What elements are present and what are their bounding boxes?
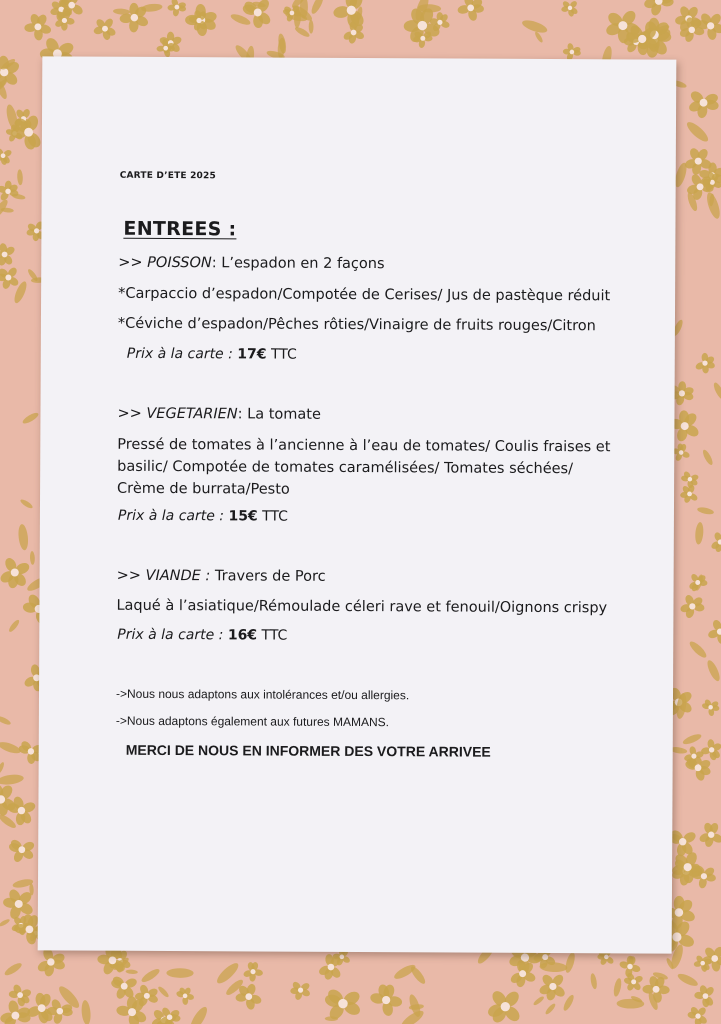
- leaf-ornament: [0, 715, 12, 727]
- dish-item: *Carpaccio d’espadon/Compotée de Cerises/ Jus de pastèque réduit: [118, 285, 611, 305]
- dish-category-viande: VIANDE :: [145, 567, 211, 585]
- leaf-ornament: [682, 732, 703, 746]
- leaf-ornament: [684, 119, 710, 144]
- leaf-ornament: [544, 1002, 557, 1015]
- flower-ornament: [243, 961, 264, 982]
- dish-item: *Céviche d’espadon/Pêches rôties/Vinaigre de fruits rouges/Citron: [117, 315, 596, 335]
- dish-heading-poisson: [118, 255, 384, 272]
- menu-header: CARTE D’ETE 2025: [119, 170, 216, 182]
- price-value: 15€: [228, 508, 258, 525]
- flower-ornament: [8, 838, 36, 864]
- dish-theme-poisson: L’espadon en 2 façons: [221, 255, 385, 273]
- leaf-ornament: [694, 522, 704, 545]
- leaf-ornament: [157, 985, 170, 998]
- flower-ornament: [290, 980, 311, 1000]
- flower-ornament: [710, 531, 721, 553]
- leaf-ornament: [30, 551, 35, 565]
- price-tax: TTC: [270, 346, 297, 363]
- flower-ornament: [680, 594, 706, 620]
- flower-ornament: [93, 17, 117, 41]
- arrow-prefix: >>: [116, 567, 141, 584]
- leaf-ornament: [409, 965, 428, 986]
- flower-ornament: [698, 822, 721, 848]
- price-label: Prix à la carte :: [117, 507, 225, 525]
- leaf-ornament: [0, 740, 22, 756]
- leaf-ornament: [612, 978, 622, 998]
- leaf-ornament: [590, 973, 598, 990]
- price-label: Prix à la carte :: [126, 345, 233, 363]
- flower-ornament: [707, 619, 721, 645]
- dish-category-poisson: POISSON: [147, 254, 212, 272]
- dish-theme-viande: Travers de Porc: [214, 568, 326, 585]
- price-vegetarien: [118, 508, 288, 525]
- flower-ornament: [0, 556, 31, 589]
- note-allergies: ->Nous nous adaptons aux intolérances et/ou allergies.: [115, 686, 410, 703]
- note-mamans: ->Nous adaptons également aux futures MAMANS.: [115, 713, 390, 730]
- flower-ornament: [24, 13, 52, 41]
- price-label: Prix à la carte :: [117, 626, 224, 644]
- leaf-ornament: [125, 969, 138, 974]
- dish-category-vegetarien: VEGETARIEN: [146, 405, 238, 423]
- price-viande: [117, 627, 287, 644]
- dish-theme-vegetarien: La tomate: [247, 406, 321, 423]
- leaf-ornament: [534, 31, 544, 44]
- arrow-prefix: >>: [117, 405, 142, 422]
- separator: :: [237, 406, 248, 423]
- flower-ornament: [167, 0, 186, 17]
- leaf-ornament: [7, 619, 20, 634]
- flower-ornament: [0, 180, 19, 202]
- price-tax: TTC: [261, 627, 288, 644]
- flower-ornament: [110, 975, 138, 1001]
- flower-ornament: [0, 266, 20, 290]
- flower-ornament: [694, 984, 715, 1007]
- flower-ornament: [687, 89, 719, 119]
- leaf-ornament: [309, 20, 314, 34]
- flower-ornament: [701, 698, 719, 716]
- leaf-ornament: [701, 449, 714, 467]
- flower-ornament: [36, 947, 66, 978]
- section-title-entrees: ENTREES :: [123, 217, 237, 241]
- arrow-prefix: >>: [118, 254, 143, 271]
- leaf-ornament: [712, 381, 721, 401]
- flower-ornament: [701, 739, 721, 761]
- flower-ornament: [0, 147, 13, 166]
- flower-ornament: [0, 243, 16, 267]
- leaf-ornament: [81, 1000, 92, 1024]
- flower-ornament: [687, 1006, 708, 1024]
- leaf-ornament: [687, 639, 708, 660]
- flower-ornament: [332, 0, 366, 29]
- leaf-ornament: [0, 761, 5, 774]
- closing-message: MERCI DE NOUS EN INFORMER DES VOTRE ARRIVEE: [125, 741, 491, 760]
- leaf-ornament: [187, 1005, 210, 1024]
- leaf-ornament: [562, 994, 576, 1012]
- leaf-ornament: [309, 0, 325, 15]
- price-value: 17€: [237, 346, 267, 363]
- leaf-ornament: [521, 18, 549, 35]
- dish-heading-vegetarien: [117, 406, 321, 423]
- leaf-ornament: [19, 498, 34, 510]
- flower-ornament: [369, 983, 402, 1017]
- leaf-ornament: [166, 968, 193, 978]
- leaf-ornament: [0, 773, 24, 786]
- leaf-ornament: [697, 506, 715, 515]
- flower-ornament: [457, 0, 484, 22]
- price-tax: TTC: [262, 508, 289, 525]
- price-poisson: [127, 346, 297, 363]
- leaf-ornament: [3, 961, 23, 977]
- leaf-ornament: [676, 971, 699, 988]
- flower-ornament: [486, 988, 522, 1024]
- leaf-ornament: [140, 967, 162, 985]
- flower-ornament: [176, 986, 195, 1005]
- leaf-ornament: [0, 918, 11, 928]
- flower-ornament: [694, 353, 715, 374]
- dish-heading-viande: [117, 568, 326, 585]
- flower-ornament: [561, 0, 579, 17]
- dish-description-viande: Laqué à l’asiatique/Rémoulade céleri rave et fenouil/Oignons crispy: [116, 597, 608, 617]
- leaf-ornament: [564, 951, 577, 973]
- menu-sheet: [38, 56, 677, 953]
- dish-description-vegetarien: Pressé de tomates à l’ancienne à l’eau de tomates/ Coulis fraises et basilic/ Compotée de tomates caramélisées/ Tomates séchées/ Crème de burrata/Pesto: [117, 436, 611, 498]
- leaf-ornament: [21, 411, 40, 425]
- leaf-ornament: [17, 169, 23, 185]
- leaf-ornament: [17, 524, 29, 551]
- flower-ornament: [643, 0, 674, 17]
- flower-ornament: [681, 470, 700, 488]
- leaf-ornament: [705, 659, 721, 683]
- flower-ornament: [317, 953, 342, 980]
- leaf-ornament: [532, 995, 545, 1006]
- flower-ornament: [672, 443, 691, 462]
- price-value: 16€: [227, 627, 258, 644]
- separator: :: [211, 255, 222, 272]
